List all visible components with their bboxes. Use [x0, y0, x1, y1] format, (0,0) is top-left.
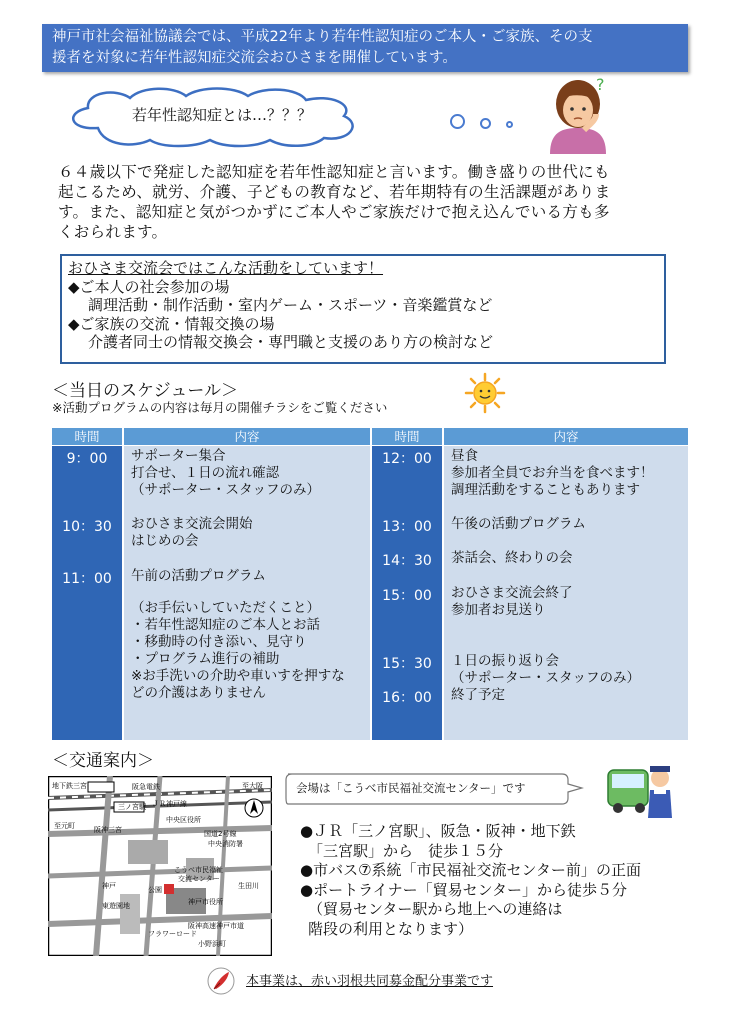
- thought-dot-small: [506, 121, 513, 128]
- entry-line: ・移動時の付き添い、見守り: [131, 634, 307, 650]
- svg-text:東遊園地: 東遊園地: [102, 902, 130, 910]
- svg-text:?: ?: [596, 75, 605, 94]
- schedule-entry: [451, 653, 640, 687]
- time-column-right: [372, 428, 442, 740]
- schedule-entry: [451, 687, 505, 704]
- schedule-entry: [131, 516, 253, 550]
- entry-line: ※お手洗いの介助や車いすを押すな: [131, 668, 345, 684]
- entry-line: 終了予定: [451, 687, 505, 703]
- access-line: ●ＪＲ「三ノ宮駅」、阪急・阪神・地下鉄: [300, 822, 576, 840]
- entry-line: はじめの会: [131, 533, 199, 549]
- intro-paragraph: [58, 162, 670, 242]
- intro-line: ６４歳以下で発症した認知症を若年性認知症と言います。働き盛りの世代にも: [58, 163, 610, 181]
- activity-item-title: ◆ご家族の交流・情報交換の場: [68, 314, 275, 333]
- schedule-title: ＜当日のスケジュール＞: [52, 381, 238, 401]
- time-column-left: [52, 428, 122, 740]
- access-line: （貿易センター駅から地上への連絡は: [308, 900, 563, 918]
- activity-item-title: ◆ご本人の社会参加の場: [68, 277, 230, 296]
- entry-line: 打合せ、１日の流れ確認: [131, 465, 280, 481]
- svg-text:公園: 公園: [148, 886, 162, 894]
- time-cell: 16：00: [382, 690, 432, 706]
- svg-text:至元町: 至元町: [54, 822, 75, 830]
- entry-line: １日の振り返り会: [451, 653, 559, 669]
- entry-line: おひさま交流会開始: [131, 516, 253, 532]
- access-directions: [300, 822, 641, 939]
- schedule-entry: [451, 585, 573, 619]
- schedule-table: [52, 428, 688, 740]
- time-header: 時間: [372, 428, 442, 445]
- traffic-title: ＜交通案内＞: [52, 751, 154, 771]
- schedule-entry: [451, 448, 654, 499]
- question-cloud: [58, 84, 388, 148]
- entry-line: どの介護はありません: [131, 685, 266, 701]
- bus-driver-icon: [606, 758, 676, 820]
- access-line: 「三宮駅」から 徒歩１５分: [308, 841, 504, 860]
- thought-dot-medium: [480, 118, 491, 129]
- intro-line: 起こるため、就労、介護、子どもの教育など、若年期特有の生活課題がありま: [58, 183, 611, 201]
- schedule-entry: [131, 448, 320, 499]
- schedule-entry: [131, 568, 266, 585]
- content-header: 内容: [124, 428, 370, 445]
- svg-text:阪神三宮: 阪神三宮: [94, 826, 122, 834]
- svg-text:阪神高速神戸市道: 阪神高速神戸市道: [188, 922, 244, 930]
- svg-text:フラワーロード: フラワーロード: [148, 930, 197, 938]
- thought-dot-large: [450, 114, 465, 129]
- question-text: 若年性認知症とは…？？？: [132, 106, 313, 124]
- svg-text:三ノ宮駅: 三ノ宮駅: [118, 803, 146, 811]
- banner-line-2: 援者を対象に若年性認知症交流会おひさまを開催しています。: [52, 50, 457, 66]
- entry-line: （サポーター・スタッフのみ）: [131, 482, 320, 498]
- activities-heading: おひさま交流会ではこんな活動をしています！: [68, 259, 384, 277]
- entry-line: 茶話会、終わりの会: [451, 550, 573, 566]
- svg-text:生田川: 生田川: [238, 882, 259, 890]
- svg-text:国道2号線: 国道2号線: [204, 830, 237, 838]
- svg-text:小野浜町: 小野浜町: [198, 940, 226, 948]
- time-cell: 15：00: [382, 588, 432, 604]
- entry-line: 午後の活動プログラム: [451, 516, 586, 532]
- red-feather-logo: [206, 966, 236, 996]
- content-header: 内容: [444, 428, 688, 445]
- time-cell: 9：00: [66, 451, 108, 467]
- activities-box: [60, 254, 666, 364]
- time-cell: 13：00: [382, 519, 432, 535]
- content-column-right: [444, 428, 688, 740]
- intro-line: す。また、認知症と気がつかずにご本人やご家族だけで抱え込んでいる方も多: [58, 203, 610, 221]
- sun-icon: [464, 372, 506, 414]
- activity-item-detail: 調理活動・制作活動・室内ゲーム・スポーツ・音楽鑑賞など: [88, 296, 493, 314]
- access-line: 階段の利用となります）: [308, 919, 474, 938]
- svg-text:神戸市役所: 神戸市役所: [188, 898, 223, 906]
- entry-line: おひさま交流会終了: [451, 585, 573, 601]
- entry-line: 参加者お見送り: [451, 602, 546, 618]
- entry-line: （お手伝いしていただくこと）: [131, 600, 320, 616]
- time-cell: 10：30: [62, 519, 112, 535]
- banner-line-1: 神戸市社会福祉協議会では、平成22年より若年性認知症のご本人・ご家族、その支: [52, 29, 593, 45]
- entry-line: （サポーター・スタッフのみ）: [451, 670, 640, 686]
- schedule-entry: [131, 600, 345, 702]
- time-cell: 12：00: [382, 451, 432, 467]
- time-cell: 14：30: [382, 553, 432, 569]
- intro-banner: [42, 24, 688, 72]
- venue-text: 会場は「こうべ市民福祉交流センター」です: [296, 781, 526, 795]
- access-line: ●市バス⑦系統「市民福祉交流センター前」の正面: [300, 861, 641, 879]
- time-header: 時間: [52, 428, 122, 445]
- time-cell: 15：30: [382, 656, 432, 672]
- svg-text:ＪＲ神戸線: ＪＲ神戸線: [152, 800, 187, 808]
- entry-line: ・若年性認知症のご本人とお話: [131, 617, 320, 633]
- schedule-note: ※活動プログラムの内容は毎月の開催チラシをご覧ください: [52, 400, 388, 415]
- entry-line: 調理活動をすることもあります: [451, 482, 640, 498]
- schedule-entry: [451, 550, 573, 567]
- intro-line: くおられます。: [58, 223, 168, 241]
- svg-text:地下鉄三宮: 地下鉄三宮: [52, 782, 87, 790]
- entry-line: ・プログラム進行の補助: [131, 651, 280, 667]
- footer-text: 本事業は、赤い羽根共同募金配分事業です: [246, 974, 494, 989]
- thinking-woman-icon: [538, 74, 618, 154]
- entry-line: サポーター集合: [131, 448, 226, 464]
- activity-item-detail: 介護者同士の情報交換会・専門職と支援のあり方の検討など: [88, 333, 494, 351]
- access-line: ●ポートライナー「貿易センター」から徒歩５分: [300, 880, 628, 899]
- schedule-entry: [451, 516, 586, 533]
- entry-line: 参加者全員でお弁当を食べます！: [451, 465, 654, 481]
- svg-text:中央区役所: 中央区役所: [166, 816, 201, 824]
- svg-text:神戸: 神戸: [102, 882, 116, 890]
- content-column-left: [124, 428, 370, 740]
- entry-line: 昼食: [451, 448, 478, 464]
- svg-text:交流センター: 交流センター: [178, 875, 220, 883]
- svg-text:中央消防署: 中央消防署: [208, 840, 243, 848]
- entry-line: 午前の活動プログラム: [131, 568, 266, 584]
- svg-text:至大阪: 至大阪: [242, 782, 263, 790]
- svg-text:こうべ市民福祉: こうべ市民福祉: [174, 866, 223, 874]
- svg-text:阪急電鉄: 阪急電鉄: [132, 783, 160, 791]
- access-map: [48, 776, 272, 956]
- time-cell: 11：00: [62, 571, 112, 587]
